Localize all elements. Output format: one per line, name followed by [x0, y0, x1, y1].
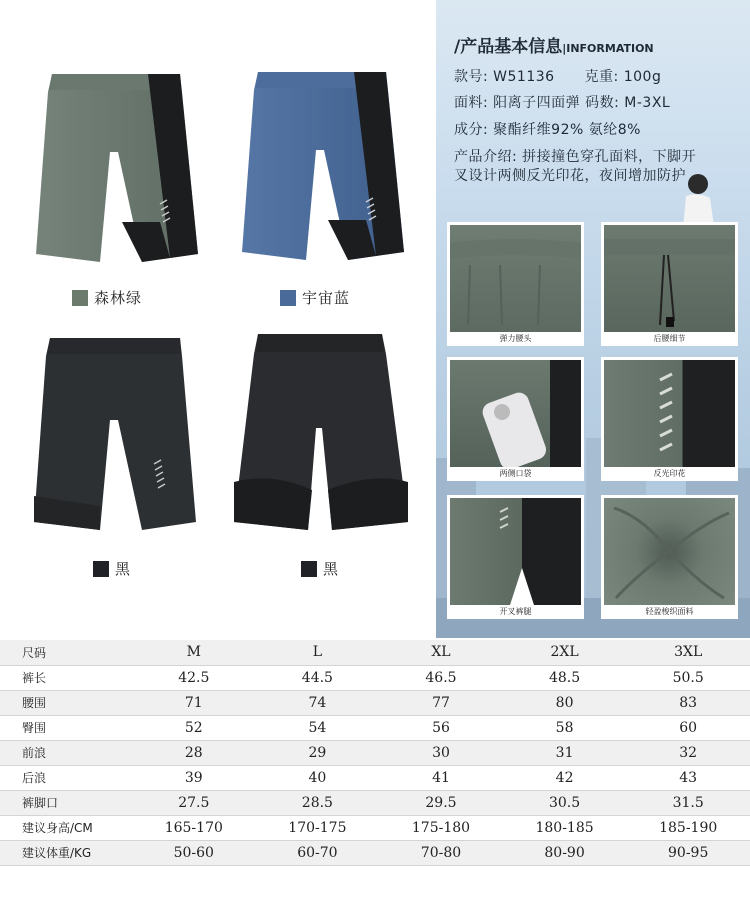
size-chart-cell: XL: [379, 640, 503, 665]
size-chart-cell: 175-180: [379, 815, 503, 840]
color-swatch: [93, 561, 109, 577]
size-chart-cell: 83: [626, 690, 750, 715]
size-chart-cell: 170-175: [256, 815, 380, 840]
size-chart-header-row: [0, 640, 750, 665]
info-model-weight: 款号: W51136 克重: 100g: [454, 69, 662, 85]
color-swatch: [280, 290, 296, 306]
size-chart-row: [0, 840, 750, 865]
size-chart-cell: 41: [379, 765, 503, 790]
variant-black-back[interactable]: [301, 558, 339, 579]
size-chart-row-label: 臀围: [0, 715, 132, 740]
size-chart-cell: 30.5: [503, 790, 627, 815]
size-chart-cell: 71: [132, 690, 256, 715]
size-chart-cell: 30: [379, 740, 503, 765]
size-chart-row-label: 裤长: [0, 665, 132, 690]
variant-space-blue[interactable]: [280, 287, 350, 308]
info-composition: 成分: 聚酯纤维92% 氨纶8%: [454, 122, 641, 138]
detail-split-hem: 开叉裤腿: [447, 495, 584, 619]
size-chart-cell: 27.5: [132, 790, 256, 815]
detail-elastic-waistband: 弹力腰头: [447, 222, 584, 346]
size-chart-cell: 3XL: [626, 640, 750, 665]
detail-lightweight-fabric: 轻盈梭织面料: [601, 495, 738, 619]
size-chart-cell: 60-70: [256, 840, 380, 865]
size-chart-cell: 42.5: [132, 665, 256, 690]
size-chart-cell: 48.5: [503, 665, 627, 690]
size-chart-row-label: 前浪: [0, 740, 132, 765]
info-title: /产品基本信息|INFORMATION: [454, 37, 654, 57]
product-image-black-back: [232, 332, 412, 532]
size-chart-row: [0, 765, 750, 790]
size-chart-row: [0, 815, 750, 840]
size-chart-cell: 60: [626, 715, 750, 740]
product-image-space-blue: [236, 70, 406, 262]
size-chart-cell: 70-80: [379, 840, 503, 865]
variant-label: 宇宙蓝: [302, 289, 351, 307]
size-chart-row-label: 建议身高/CM: [0, 815, 132, 840]
size-chart-cell: 74: [256, 690, 380, 715]
size-chart-cell: 32: [626, 740, 750, 765]
info-fabric-size: 面料: 阳离子四面弹 码数: M-3XL: [454, 95, 671, 111]
size-chart-cell: 180-185: [503, 815, 627, 840]
size-chart-cell: 52: [132, 715, 256, 740]
size-chart-row-label: 后浪: [0, 765, 132, 790]
size-chart-cell: 28.5: [256, 790, 380, 815]
size-chart-cell: M: [132, 640, 256, 665]
size-chart-cell: 42: [503, 765, 627, 790]
detail-back-waist: 后腰细节: [601, 222, 738, 346]
variant-label: 森林绿: [94, 289, 143, 307]
size-chart-cell: 29: [256, 740, 380, 765]
detail-reflective-print: 反光印花: [601, 357, 738, 481]
size-chart-cell: L: [256, 640, 380, 665]
size-chart-cell: 50-60: [132, 840, 256, 865]
variant-label: 黑: [115, 560, 132, 578]
size-chart-cell: 80: [503, 690, 627, 715]
variant-label: 黑: [323, 560, 340, 578]
detail-side-pockets: 两侧口袋: [447, 357, 584, 481]
size-chart-row-label: 建议体重/KG: [0, 840, 132, 865]
size-chart-cell: 29.5: [379, 790, 503, 815]
size-chart-cell: 31.5: [626, 790, 750, 815]
variant-forest-green[interactable]: [72, 287, 142, 308]
size-chart-cell: 58: [503, 715, 627, 740]
size-chart-cell: 28: [132, 740, 256, 765]
info-intro: 产品介绍: 拼接撞色穿孔面料，下脚开: [454, 149, 697, 165]
size-chart-row: [0, 740, 750, 765]
size-chart-cell: 50.5: [626, 665, 750, 690]
size-chart: [0, 640, 750, 866]
size-chart-row: [0, 665, 750, 690]
size-chart-row: [0, 690, 750, 715]
size-chart-cell: 165-170: [132, 815, 256, 840]
size-chart-cell: 90-95: [626, 840, 750, 865]
color-swatch: [72, 290, 88, 306]
size-chart-cell: 77: [379, 690, 503, 715]
product-image-forest-green: [30, 72, 200, 264]
size-chart-cell: 39: [132, 765, 256, 790]
size-chart-cell: 56: [379, 715, 503, 740]
size-chart-cell: 31: [503, 740, 627, 765]
size-chart-row: [0, 790, 750, 815]
size-chart-row-label: 裤脚口: [0, 790, 132, 815]
size-chart-cell: 43: [626, 765, 750, 790]
size-chart-cell: 40: [256, 765, 380, 790]
size-chart-row-label: 腰围: [0, 690, 132, 715]
variant-black-front[interactable]: [93, 558, 131, 579]
size-chart-cell: 44.5: [256, 665, 380, 690]
info-intro-continued: 叉设计两侧反光印花，夜间增加防护: [454, 168, 686, 184]
size-chart-cell: 46.5: [379, 665, 503, 690]
product-image-black-front: [30, 336, 200, 532]
size-chart-cell: 80-90: [503, 840, 627, 865]
size-chart-row: [0, 715, 750, 740]
color-swatch: [301, 561, 317, 577]
size-chart-cell: 185-190: [626, 815, 750, 840]
size-chart-cell: 54: [256, 715, 380, 740]
size-chart-row-label: 尺码: [0, 640, 132, 665]
size-chart-cell: 2XL: [503, 640, 627, 665]
